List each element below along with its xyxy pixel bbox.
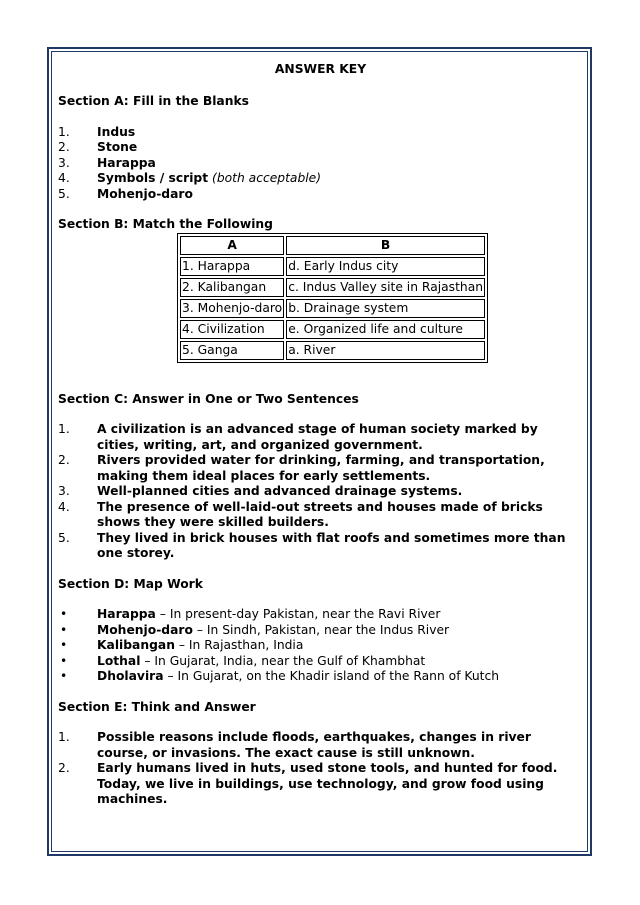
list-item: 5. Mohenjo-daro bbox=[58, 186, 193, 201]
answer-note: (both acceptable) bbox=[212, 171, 322, 185]
table-row: 1. Harappa d. Early Indus city bbox=[180, 257, 485, 276]
column-header-a: A bbox=[180, 236, 284, 255]
section-b-heading: Section B: Match the Following bbox=[58, 217, 273, 231]
bullet: • bbox=[60, 638, 68, 652]
bullet: • bbox=[60, 622, 68, 637]
table-row: 3. Mohenjo-daro b. Drainage system bbox=[180, 299, 485, 318]
list-item: 2. Stone bbox=[58, 140, 138, 154]
list-item: 1. Possible reasons include floods, earthquakes, changes in river course, or invasions. The exact cause is still unknown. bbox=[58, 730, 531, 760]
bullet: • bbox=[60, 669, 68, 683]
list-item: 4. Symbols / script (both acceptable) bbox=[58, 171, 322, 185]
list-item: 3. Well-planned cities and advanced drainage systems. bbox=[58, 484, 463, 498]
list-item: 1. Indus bbox=[58, 124, 136, 139]
list-item: 2. Early humans lived in huts, used stone tools, and hunted for food. Today, we live in buildings, use technology, and grow food using machines. bbox=[58, 761, 558, 806]
list-item: 4. The presence of well-laid-out streets and houses made of bricks shows they were skilled builders. bbox=[58, 499, 543, 529]
bullet: • bbox=[60, 653, 68, 668]
list-item: • Kalibangan – In Rajasthan, India bbox=[60, 638, 304, 652]
column-header-b: B bbox=[286, 236, 485, 255]
section-a-list bbox=[58, 125, 578, 203]
table-row: 2. Kalibangan c. Indus Valley site in Rajasthan bbox=[180, 278, 485, 297]
section-a-heading: Section A: Fill in the Blanks bbox=[58, 94, 249, 108]
list-item: 3. Harappa bbox=[58, 155, 156, 170]
section-c-list bbox=[58, 422, 578, 562]
list-item: • Harappa – In present-day Pakistan, near the Ravi River bbox=[60, 607, 441, 621]
list-item: • Mohenjo-daro – In Sindh, Pakistan, near the Indus River bbox=[60, 622, 450, 637]
page-title: ANSWER KEY bbox=[274, 62, 367, 76]
table-row: 4. Civilization e. Organized life and culture bbox=[180, 320, 485, 339]
section-d-heading: Section D: Map Work bbox=[58, 576, 203, 591]
list-item: • Lothal – In Gujarat, India, near the Gulf of Khambhat bbox=[60, 653, 426, 668]
list-item: 1. A civilization is an advanced stage of human society marked by cities, writing, art, and organized government. bbox=[58, 422, 538, 452]
bullet: • bbox=[60, 607, 68, 621]
table-row: 5. Ganga a. River bbox=[180, 341, 485, 360]
list-item: 5. They lived in brick houses with flat roofs and sometimes more than one storey. bbox=[58, 530, 566, 560]
section-e-heading: Section E: Think and Answer bbox=[58, 699, 256, 714]
list-item: • Dholavira – In Gujarat, on the Khadir island of the Rann of Kutch bbox=[60, 669, 500, 683]
section-c-heading: Section C: Answer in One or Two Sentences bbox=[58, 391, 359, 406]
section-d-list bbox=[58, 607, 578, 685]
match-table bbox=[177, 233, 488, 363]
answer-key-content bbox=[58, 62, 578, 808]
section-e-list bbox=[58, 730, 578, 808]
list-item: 2. Rivers provided water for drinking, farming, and transportation, making them ideal places for early settlements. bbox=[58, 453, 545, 483]
table-header-row bbox=[180, 236, 485, 255]
